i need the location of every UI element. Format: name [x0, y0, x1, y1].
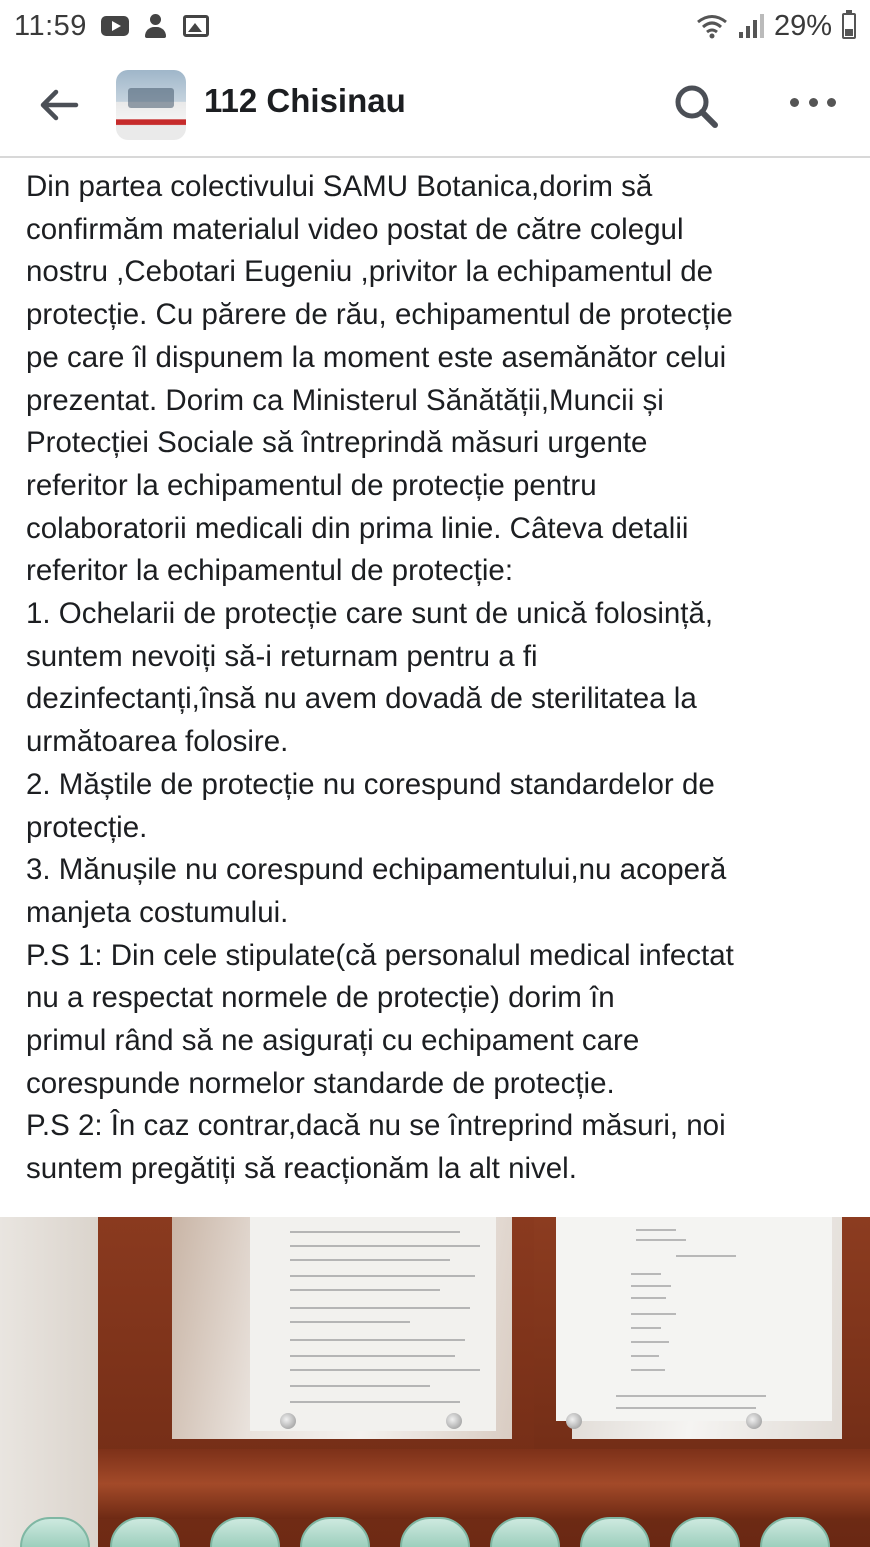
- photo-notice-right: [556, 1217, 832, 1421]
- gallery-icon: [183, 15, 209, 37]
- person-add-icon: [143, 13, 169, 39]
- post-line: dezinfectanți,însă nu avem dovadă de sterilitatea la: [26, 682, 697, 716]
- avatar[interactable]: [116, 70, 186, 140]
- youtube-icon: [101, 16, 129, 36]
- back-arrow-icon[interactable]: [34, 80, 84, 130]
- post-line: suntem nevoiți să-i returnam pentru a fi: [26, 639, 538, 673]
- photo-screw: [746, 1413, 762, 1429]
- photo-screw: [446, 1413, 462, 1429]
- photo-screw: [566, 1413, 582, 1429]
- post-line: P.S 1: Din cele stipulate(că personalul medical infectat: [26, 938, 734, 972]
- photo-bottles: [0, 1505, 870, 1547]
- more-horizontal-icon[interactable]: [790, 92, 836, 112]
- wifi-icon: [695, 13, 729, 39]
- photo-notice-left: [250, 1217, 496, 1431]
- post-line: nu a respectat normele de protecție) dorim în: [26, 981, 615, 1015]
- battery-percent: 29%: [773, 9, 832, 42]
- post-line: 2. Măștile de protecție nu corespund standardelor de: [26, 767, 715, 801]
- post-line: corespunde normelor standarde de protecție.: [26, 1066, 615, 1100]
- status-time: 11:59: [14, 9, 87, 42]
- post-text: [26, 166, 856, 1191]
- photo-wall: [0, 1217, 110, 1547]
- post-line: Protecției Sociale să întreprindă măsuri urgente: [26, 426, 648, 460]
- page-title[interactable]: 112 Chisinau: [204, 82, 406, 119]
- post-line: pe care îl dispunem la moment este asemănător celui: [26, 340, 727, 374]
- post-line: Din partea colectivului SAMU Botanica,dorim să: [26, 170, 653, 203]
- post-line: referitor la echipamentul de protecție pentru: [26, 468, 597, 502]
- post-line: suntem pregătiți să reacționăm la alt nivel.: [26, 1152, 577, 1186]
- search-icon[interactable]: [672, 82, 720, 130]
- post-line: colaboratorii medicali din prima linie. Câteva detalii: [26, 511, 689, 545]
- post-line: nostru ,Cebotari Eugeniu ,privitor la echipamentul de: [26, 255, 714, 289]
- post-line: confirmăm materialul video postat de către colegul: [26, 212, 684, 246]
- post-line: protecție.: [26, 810, 148, 844]
- status-right: [695, 10, 856, 43]
- status-left: [14, 10, 209, 43]
- post-line: 1. Ochelarii de protecție care sunt de unică folosință,: [26, 597, 714, 631]
- post-line: P.S 2: În caz contrar,dacă nu se întreprind măsuri, noi: [26, 1109, 726, 1143]
- post-line: manjeta costumului.: [26, 895, 289, 929]
- post-line: următoarea folosire.: [26, 725, 289, 759]
- post-photo[interactable]: [0, 1217, 870, 1547]
- post-line: referitor la echipamentul de protecție:: [26, 554, 514, 588]
- signal-icon: [739, 14, 764, 38]
- post-line: prezentat. Dorim ca Ministerul Sănătății,Muncii și: [26, 383, 664, 417]
- status-bar: [0, 0, 870, 52]
- post-line: primul rând să ne asigurați cu echipament care: [26, 1024, 640, 1058]
- battery-icon: [842, 13, 856, 39]
- post-line: protecție. Cu părere de rău, echipamentul de protecție: [26, 298, 733, 332]
- photo-screw: [280, 1413, 296, 1429]
- app-header: [0, 52, 870, 158]
- post-line: 3. Mănușile nu corespund echipamentului,nu acoperă: [26, 853, 727, 887]
